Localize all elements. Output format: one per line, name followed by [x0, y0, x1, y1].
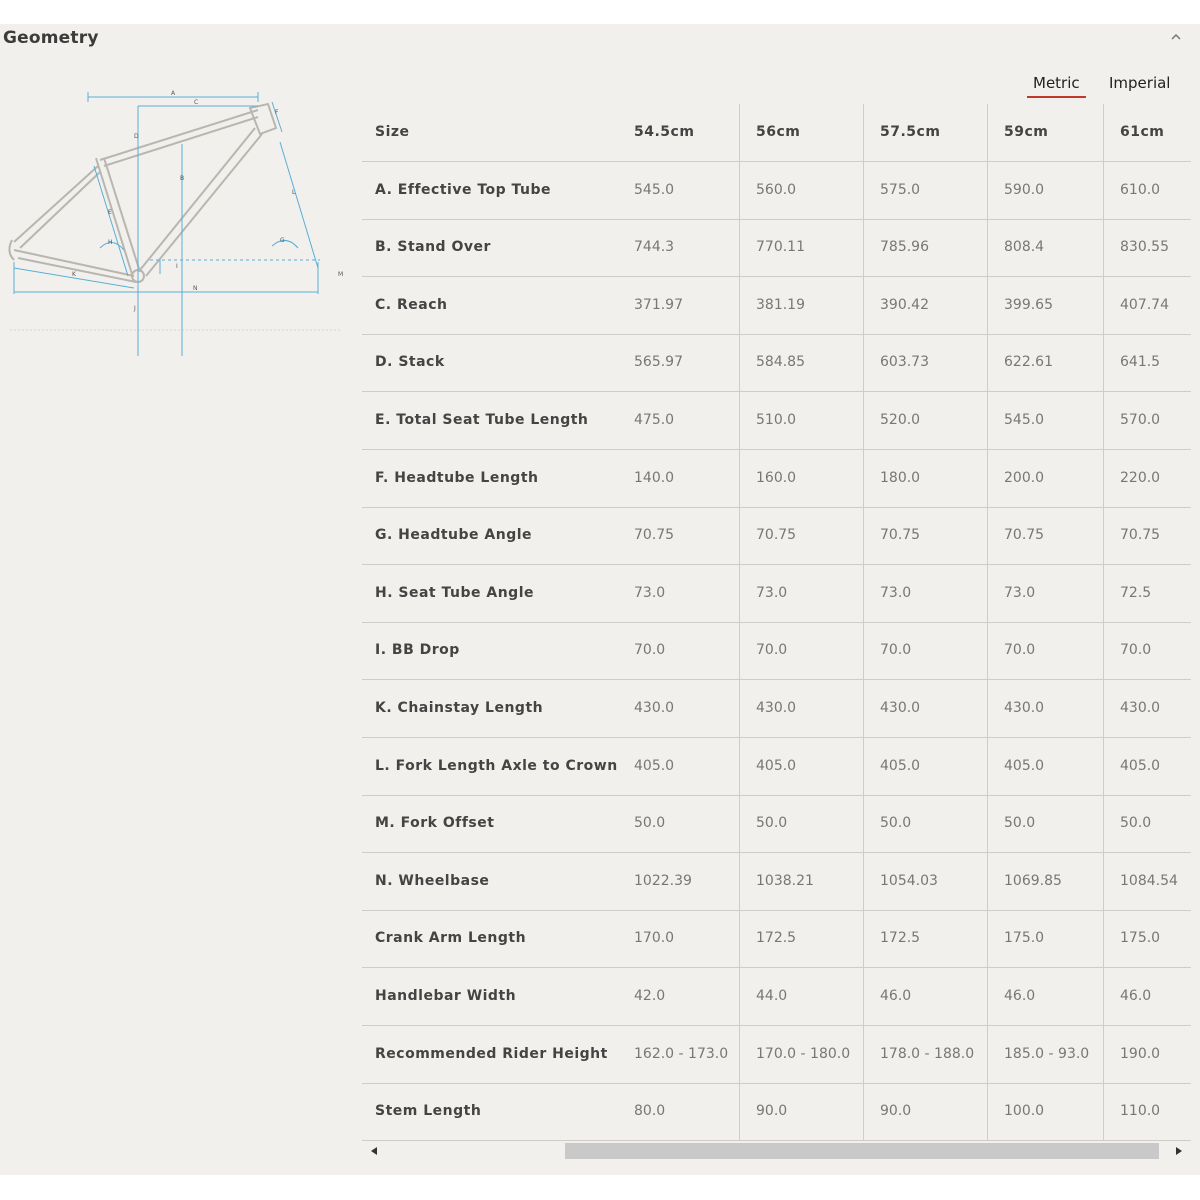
row-value: 390.42: [880, 296, 929, 313]
diagram-label-e: E: [108, 209, 112, 216]
row-label: A. Effective Top Tube: [375, 181, 552, 198]
diagram-label-j: J: [134, 305, 136, 312]
row-value: 73.0: [880, 584, 912, 601]
table-row: [362, 507, 1191, 565]
row-label: B. Stand Over: [375, 239, 491, 256]
row-value: 50.0: [1120, 815, 1152, 832]
row-label: N. Wheelbase: [375, 872, 490, 889]
row-value: 430.0: [1120, 700, 1161, 716]
row-value: 170.0: [634, 930, 675, 947]
row-label: Handlebar Width: [375, 988, 517, 1004]
row-value: 520.0: [880, 412, 921, 428]
row-value: 405.0: [1120, 757, 1161, 774]
row-value: 46.0: [1004, 988, 1036, 1004]
row-value: 70.0: [634, 642, 666, 659]
row-value: 475.0: [634, 412, 675, 428]
row-value: 175.0: [1120, 930, 1161, 947]
diagram-label-n: N: [193, 285, 198, 292]
row-label: Recommended Rider Height: [375, 1045, 608, 1062]
row-label: Crank Arm Length: [375, 930, 527, 947]
row-value: 830.55: [1120, 239, 1169, 256]
row-label: L. Fork Length Axle to Crown: [375, 757, 618, 774]
table-row: [362, 565, 1191, 623]
row-value: 73.0: [1004, 584, 1036, 601]
row-value: 72.5: [1120, 584, 1152, 601]
row-value: 42.0: [634, 988, 666, 1004]
row-value: 430.0: [756, 700, 797, 716]
diagram-label-f: F: [275, 109, 279, 116]
chevron-up-icon[interactable]: [1167, 30, 1185, 48]
row-value: 1022.39: [634, 872, 692, 889]
row-value: 110.0: [1120, 1103, 1161, 1120]
row-value: 185.0 - 93.0: [1004, 1045, 1090, 1062]
row-value: 1038.21: [756, 872, 814, 889]
size-column-header: 61cm: [1120, 124, 1165, 140]
imperial-label: Imperial: [1109, 74, 1171, 92]
table-row: [362, 334, 1191, 392]
table-row: [362, 219, 1191, 277]
row-value: 785.96: [880, 239, 929, 256]
diagram-label-i: I: [176, 263, 178, 270]
geometry-panel: [0, 24, 1200, 1175]
row-value: 190.0: [1120, 1045, 1161, 1062]
row-value: 70.75: [756, 527, 797, 544]
row-value: 70.0: [880, 642, 912, 659]
row-value: 545.0: [1004, 412, 1045, 428]
size-column-header: 57.5cm: [880, 124, 941, 140]
row-value: 1054.03: [880, 872, 938, 889]
table-row: [362, 910, 1191, 968]
row-value: 172.5: [880, 930, 921, 947]
diagram-label-k: K: [72, 271, 76, 278]
diagram-label-l: L: [292, 189, 296, 196]
size-column-header: 54.5cm: [634, 124, 695, 140]
metric-toggle[interactable]: [1033, 74, 1080, 92]
row-value: 70.0: [756, 642, 788, 659]
row-value: 175.0: [1004, 930, 1045, 947]
row-label: M. Fork Offset: [375, 815, 495, 832]
row-value: 622.61: [1004, 354, 1053, 371]
row-value: 405.0: [880, 757, 921, 774]
row-value: 70.75: [880, 527, 921, 544]
caret-left-icon[interactable]: [367, 1141, 381, 1161]
row-value: 70.75: [1004, 527, 1045, 544]
row-value: 73.0: [634, 584, 666, 601]
row-label: H. Seat Tube Angle: [375, 584, 534, 601]
row-value: 510.0: [756, 412, 797, 428]
row-value: 371.97: [634, 296, 683, 313]
table-row: [362, 738, 1191, 796]
row-value: 46.0: [1120, 988, 1152, 1004]
table-row: [362, 795, 1191, 853]
metric-label: Metric: [1033, 74, 1080, 92]
geometry-table: [362, 104, 1191, 1141]
diagram-label-h: H: [108, 239, 113, 246]
row-value: 50.0: [880, 815, 912, 832]
section-title: Geometry: [3, 28, 99, 48]
bike-geometry-diagram: [0, 62, 350, 362]
diagram-label-b: B: [180, 175, 185, 182]
row-value: 100.0: [1004, 1103, 1045, 1120]
row-value: 50.0: [634, 815, 666, 832]
row-value: 1084.54: [1120, 872, 1178, 889]
row-value: 73.0: [756, 584, 788, 601]
row-value: 50.0: [756, 815, 788, 832]
row-value: 70.75: [1120, 527, 1161, 544]
table-row: [362, 450, 1191, 508]
caret-right-icon[interactable]: [1172, 1141, 1186, 1161]
row-value: 744.3: [634, 239, 675, 256]
row-label: E. Total Seat Tube Length: [375, 412, 589, 428]
row-value: 90.0: [880, 1103, 912, 1120]
row-value: 590.0: [1004, 181, 1045, 198]
row-value: 50.0: [1004, 815, 1036, 832]
row-label: I. BB Drop: [375, 642, 460, 659]
row-value: 430.0: [880, 700, 921, 716]
row-value: 80.0: [634, 1103, 666, 1120]
size-header: Size: [375, 124, 410, 140]
row-value: 560.0: [756, 181, 797, 198]
size-column-header: 59cm: [1004, 124, 1049, 140]
row-value: 405.0: [756, 757, 797, 774]
diagram-label-c: C: [194, 99, 199, 106]
row-value: 430.0: [1004, 700, 1045, 716]
row-value: 430.0: [634, 700, 675, 716]
table-row: [362, 277, 1191, 335]
diagram-label-m: M: [338, 271, 344, 278]
row-value: 770.11: [756, 239, 805, 256]
row-value: 70.75: [634, 527, 675, 544]
row-value: 575.0: [880, 181, 921, 198]
table-row: [362, 1026, 1191, 1084]
row-label: K. Chainstay Length: [375, 700, 544, 716]
row-label: C. Reach: [375, 296, 448, 313]
row-value: 381.19: [756, 296, 805, 313]
size-column-header: 56cm: [756, 124, 801, 140]
row-value: 178.0 - 188.0: [880, 1045, 975, 1062]
scrollbar-thumb[interactable]: [565, 1143, 1159, 1159]
row-value: 140.0: [634, 469, 675, 486]
row-value: 584.85: [756, 354, 805, 371]
table-row: [362, 622, 1191, 680]
imperial-toggle[interactable]: [1109, 74, 1170, 92]
row-value: 46.0: [880, 988, 912, 1004]
table-row: [362, 162, 1191, 220]
row-value: 545.0: [634, 181, 675, 198]
table-row: [362, 680, 1191, 738]
row-value: 405.0: [634, 757, 675, 774]
row-value: 200.0: [1004, 469, 1045, 486]
row-value: 603.73: [880, 354, 929, 371]
row-value: 570.0: [1120, 412, 1161, 428]
row-value: 170.0 - 180.0: [756, 1045, 851, 1062]
row-value: 220.0: [1120, 469, 1161, 486]
row-value: 610.0: [1120, 181, 1161, 198]
metric-active-underline: [1027, 96, 1086, 98]
row-value: 641.5: [1120, 354, 1161, 371]
table-row: [362, 392, 1191, 450]
diagram-label-g: G: [280, 237, 285, 244]
row-value: 70.0: [1120, 642, 1152, 659]
row-value: 172.5: [756, 930, 797, 947]
row-value: 180.0: [880, 469, 921, 486]
row-value: 399.65: [1004, 296, 1053, 313]
table-row: [362, 1083, 1191, 1141]
row-value: 405.0: [1004, 757, 1045, 774]
row-value: 407.74: [1120, 296, 1169, 313]
row-value: 1069.85: [1004, 872, 1062, 889]
row-value: 162.0 - 173.0: [634, 1045, 729, 1062]
row-value: 565.97: [634, 354, 683, 371]
table-header-row: [362, 104, 1191, 162]
row-label: F. Headtube Length: [375, 469, 539, 486]
table-horizontal-scrollbar[interactable]: [362, 1141, 1191, 1161]
row-value: 70.0: [1004, 642, 1036, 659]
row-value: 90.0: [756, 1103, 788, 1120]
row-value: 160.0: [756, 469, 797, 486]
row-label: Stem Length: [375, 1103, 482, 1120]
row-label: G. Headtube Angle: [375, 527, 533, 544]
diagram-label-d: D: [134, 133, 139, 140]
row-value: 808.4: [1004, 239, 1045, 256]
table-row: [362, 853, 1191, 911]
table-row: [362, 968, 1191, 1026]
row-label: D. Stack: [375, 354, 445, 371]
row-value: 44.0: [756, 988, 788, 1004]
diagram-label-a: A: [171, 90, 176, 97]
